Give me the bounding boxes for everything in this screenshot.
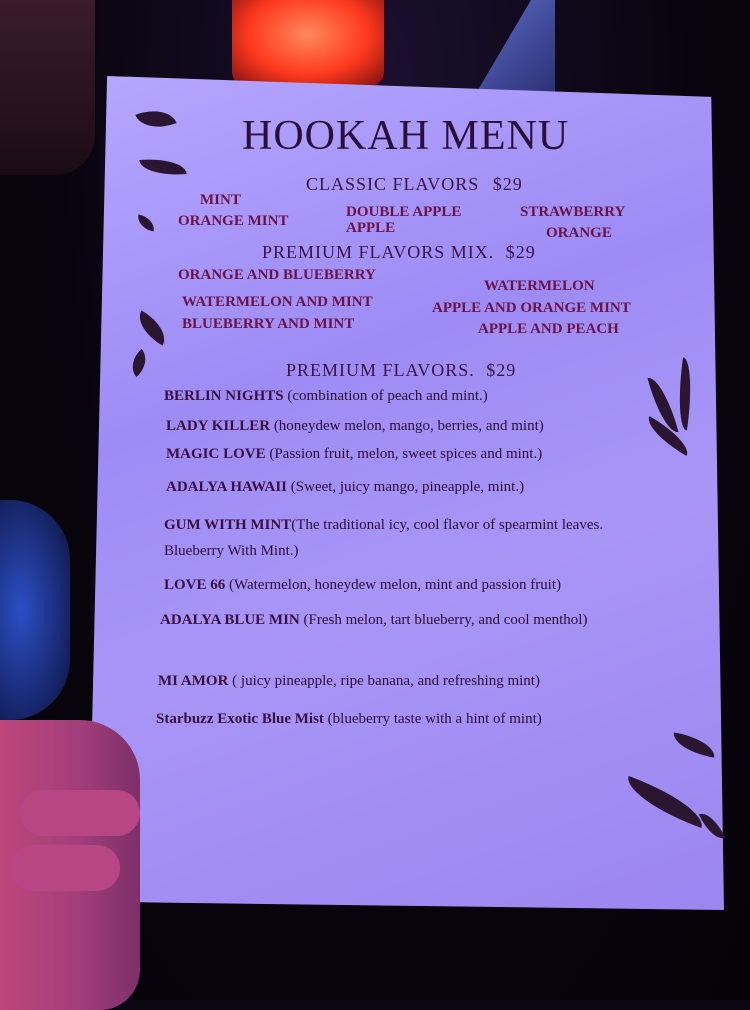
premium-mix-item: APPLE AND ORANGE MINT (432, 300, 631, 316)
premium-item-desc: (honeydew melon, mango, berries, and mint) (273, 418, 544, 434)
premium-item-desc: (Sweet, juicy mango, pineapple, mint.) (290, 479, 525, 495)
classic-heading (306, 174, 523, 195)
premium-item (166, 479, 666, 496)
finger (20, 790, 140, 836)
premium-mix-item: WATERMELON (484, 278, 595, 294)
premium-item (166, 418, 666, 435)
premium-item-desc: ( juicy pineapple, ripe banana, and refreshing mint) (232, 673, 540, 689)
premium-item-name: MAGIC LOVE (166, 446, 266, 462)
finger (10, 845, 120, 891)
classic-heading-text: CLASSIC FLAVORS (306, 174, 480, 194)
classic-item: STRAWBERRY (520, 204, 626, 220)
menu-title: HOOKAH MENU (242, 113, 570, 159)
classic-item: MINT (200, 192, 241, 208)
premium-mix-heading (262, 242, 536, 263)
premium-item-name: GUM WITH MINT (164, 517, 292, 533)
red-lamp (232, 0, 384, 86)
premium-item (164, 512, 660, 564)
premium-heading (286, 360, 516, 381)
premium-mix-item: APPLE AND PEACH (478, 321, 619, 337)
premium-item-desc: (Fresh melon, tart blueberry, and cool menthol) (303, 612, 588, 628)
premium-mix-item: WATERMELON AND MINT (182, 294, 373, 310)
premium-item-name: Starbuzz Exotic Blue Mist (156, 711, 324, 727)
premium-price: $29 (486, 360, 517, 380)
premium-item (156, 711, 666, 728)
premium-item (166, 446, 666, 463)
classic-price: $29 (492, 174, 523, 194)
premium-item (164, 388, 664, 405)
blue-sleeve (0, 500, 70, 720)
premium-item-name: LADY KILLER (166, 418, 271, 434)
classic-item: DOUBLE APPLE (346, 204, 462, 220)
premium-item (160, 608, 660, 632)
premium-item-desc: (Watermelon, honeydew melon, mint and passion fruit) (229, 577, 562, 593)
premium-mix-item: BLUEBERRY AND MINT (182, 316, 355, 332)
premium-mix-price: $29 (505, 242, 536, 262)
premium-item-desc: (The traditional icy, cool flavor of spearmint leaves. Blueberry With Mint.) (164, 517, 604, 559)
premium-item-name: BERLIN NIGHTS (164, 388, 284, 404)
premium-mix-heading-text: PREMIUM FLAVORS MIX. (262, 242, 495, 262)
premium-item-desc: (combination of peach and mint.) (287, 388, 488, 404)
left-lamp (0, 0, 95, 175)
premium-mix-item: ORANGE AND BLUEBERRY (178, 267, 376, 283)
premium-heading-text: PREMIUM FLAVORS. (286, 360, 475, 380)
classic-item: ORANGE (546, 225, 612, 241)
classic-item: ORANGE MINT (178, 213, 289, 229)
premium-item-name: MI AMOR (158, 673, 229, 689)
premium-item-desc: (blueberry taste with a hint of mint) (327, 711, 542, 727)
premium-item (158, 673, 658, 690)
premium-item-name: ADALYA BLUE MIN (160, 612, 300, 628)
classic-item: APPLE (346, 220, 396, 236)
premium-item-name: LOVE 66 (164, 577, 226, 593)
premium-item-name: ADALYA HAWAII (166, 479, 288, 495)
premium-item-desc: (Passion fruit, melon, sweet spices and mint.) (269, 446, 543, 462)
premium-item (164, 573, 660, 597)
